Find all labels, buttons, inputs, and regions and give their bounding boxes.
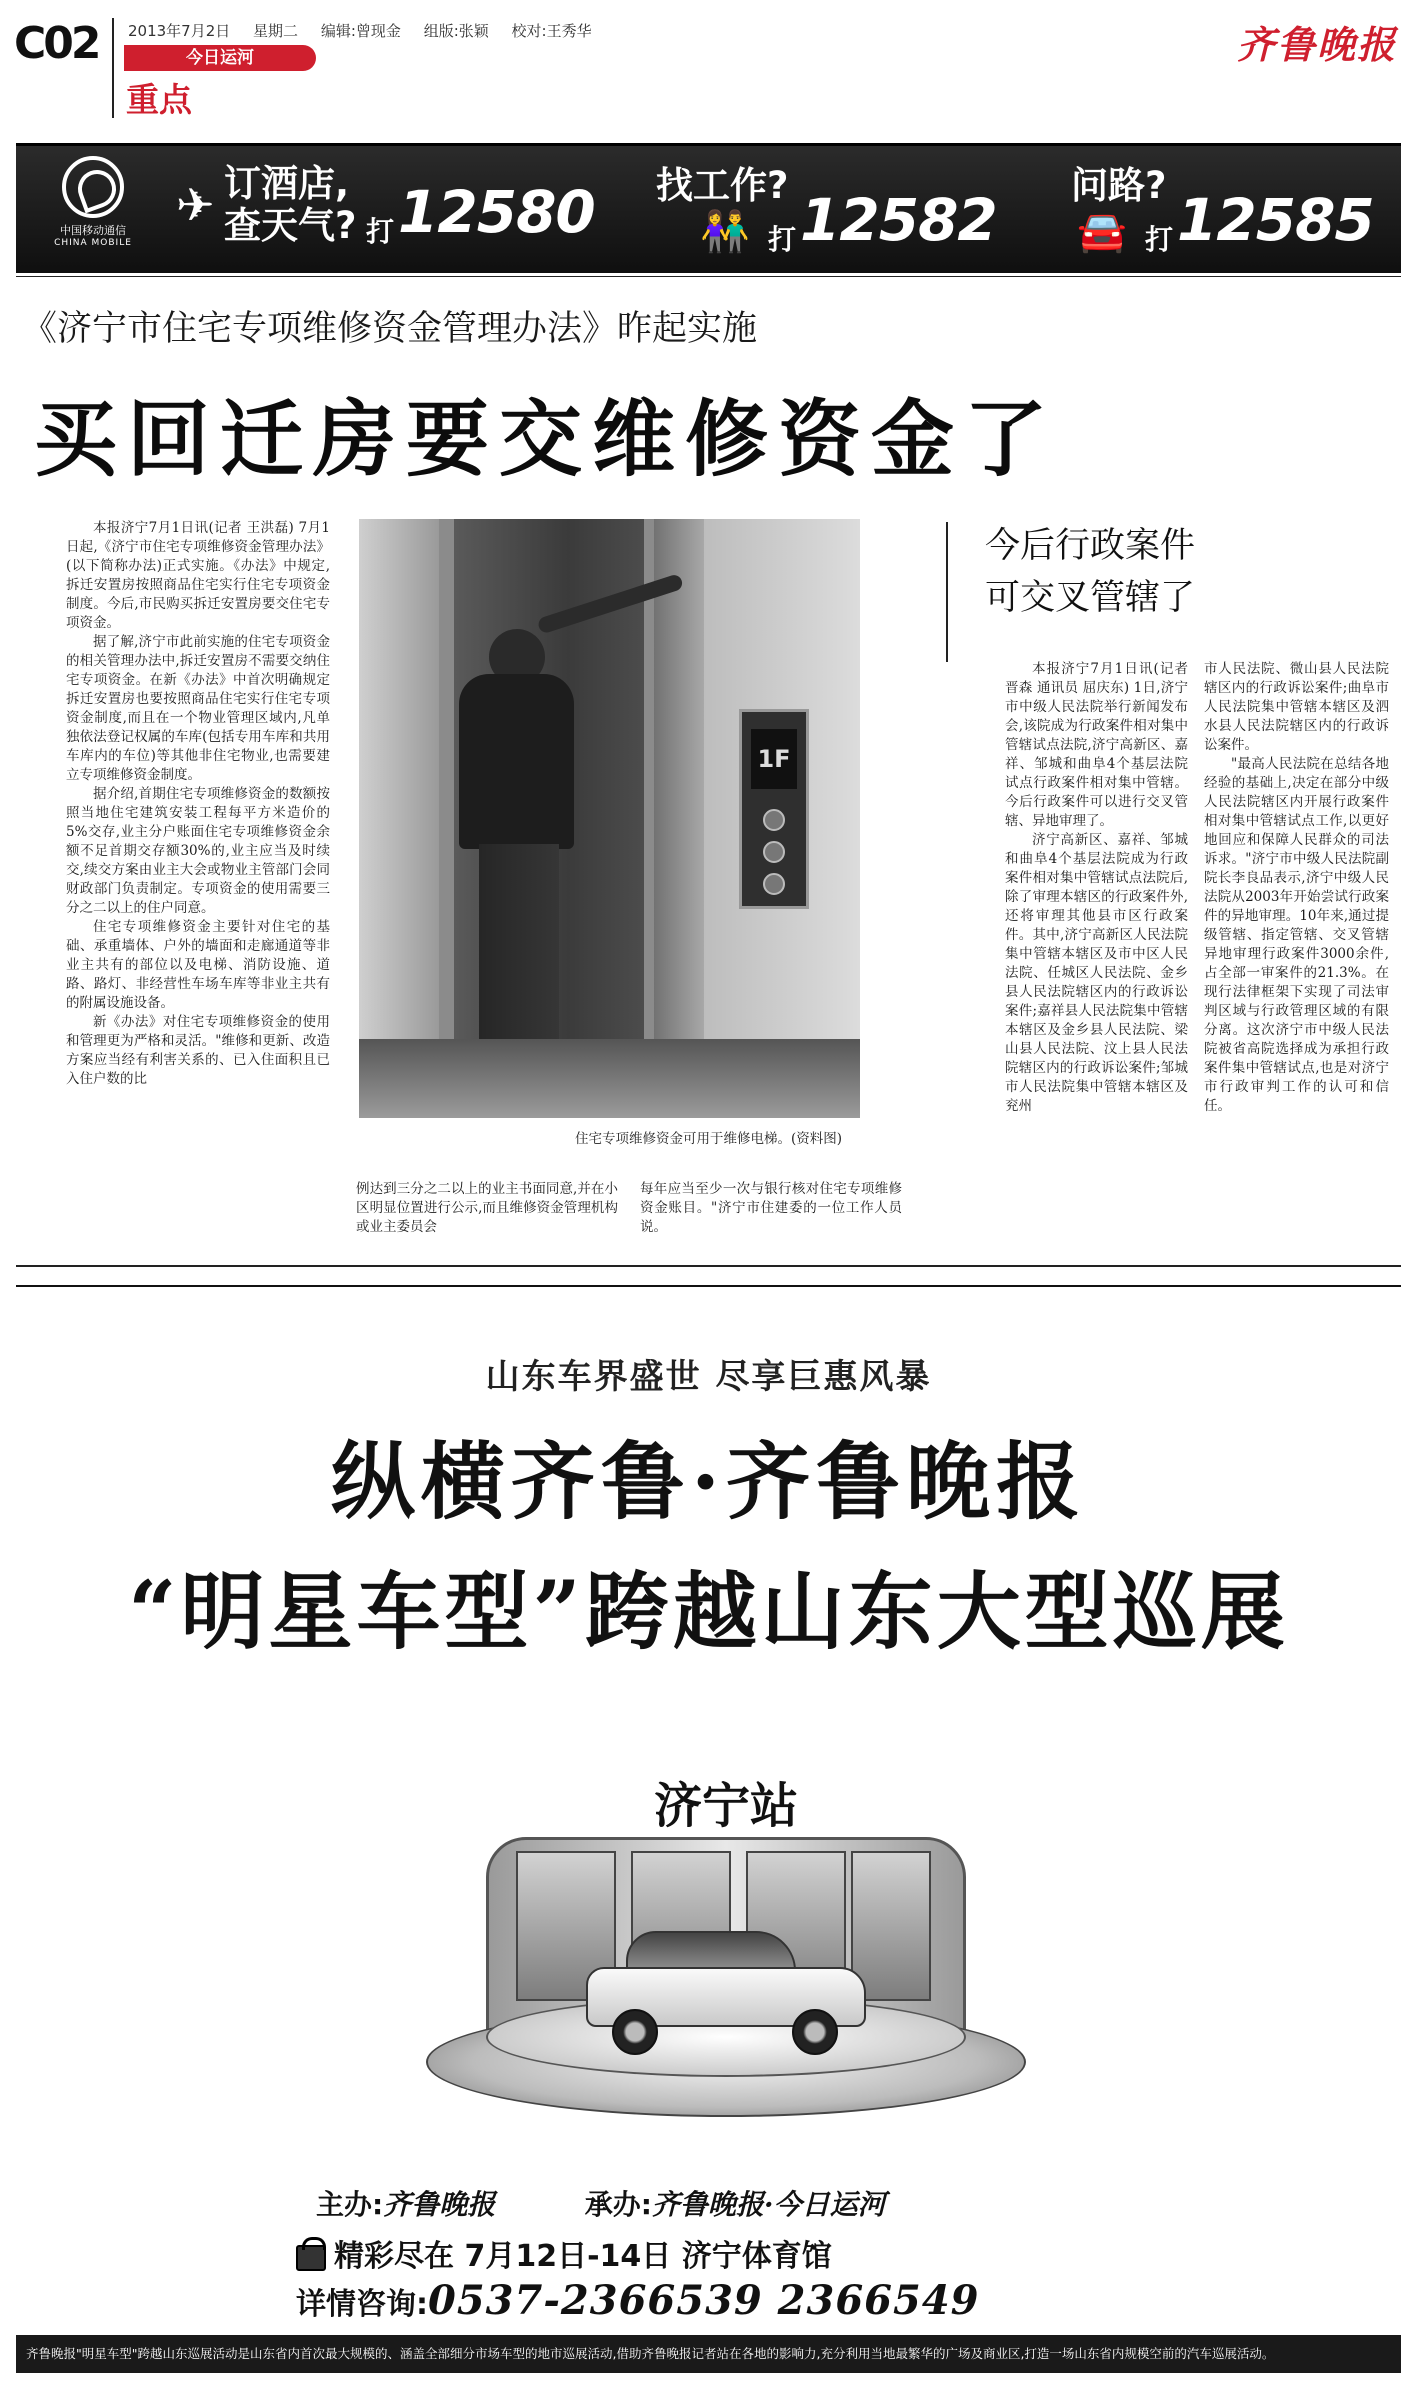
- photo-worker: [449, 569, 589, 1029]
- banner-item-hotel: [176, 160, 636, 260]
- car-wheel: [792, 2009, 838, 2055]
- organizer-brand: 齐鲁晚报·今日运河: [651, 2188, 886, 2221]
- section-tab: 今日运河: [124, 45, 316, 71]
- section-title: 重点: [126, 80, 192, 119]
- editor-credit: 编辑:曾现金: [320, 22, 401, 40]
- car-tour-ad: [16, 1285, 1401, 2375]
- car-wheel: [612, 2009, 658, 2055]
- article-paragraph: 例达到三分之二以上的业主书面同意,并在小区明显位置进行公示,而且维修资金管理机构或业主委员会: [356, 1181, 618, 1235]
- article-paragraph: 据了解,济宁市此前实施的住宅专项资金的相关管理办法中,拆迁安置房不需要交纳住宅专项资金。在新《办法》中首次明确规定拆迁安置房也要按照商品住宅实行住宅专项资金制度,而且在一个物业管理区域内,凡单独依法登记权属的车库(包括专用车库和共用车库内的车位)等其他非住宅物业,也需要建立专项维修资金制度。: [66, 634, 330, 783]
- gift-box-icon: [296, 2245, 326, 2271]
- car-icon: 🚘: [1077, 209, 1127, 255]
- photo-floor-display: 1F: [751, 729, 797, 789]
- ad-title-1: 纵横齐鲁·齐鲁晚报: [330, 1432, 1087, 1531]
- photo-worker-body: [459, 674, 574, 849]
- logo-text-en: CHINA MOBILE: [54, 238, 132, 248]
- photo-wall: [359, 519, 439, 1118]
- photo-caption: 住宅专项维修资金可用于维修电梯。(资料图): [575, 1131, 843, 1147]
- photo-worker-legs: [479, 844, 559, 1044]
- photo-elevator-door-edge: [654, 519, 704, 1039]
- ad-footer-note: 齐鲁晚报"明星车型"跨越山东巡展活动是山东省内首次最大规模的、涵盖全部细分市场车型的地市巡展活动,借助齐鲁晚报记者站在各地的影响力,充分利用当地最繁华的广场及商业区,打造一场山东省内规模空前的汽车巡展活动。: [16, 2335, 1401, 2373]
- people-icon: 👫: [700, 209, 750, 255]
- header-divider: [112, 18, 114, 118]
- ad-date-venue: [296, 2231, 832, 2275]
- banner-item-line1: 订酒店,: [224, 162, 350, 205]
- article-kicker: 《济宁市住宅专项维修资金管理办法》昨起实施: [22, 309, 758, 349]
- banner-item-line1: 找工作?: [656, 164, 789, 207]
- ad-organizers: [316, 2183, 886, 2223]
- side-headline-line1: 今后行政案件: [985, 526, 1196, 566]
- china-mobile-banner-ad: [16, 143, 1401, 273]
- header-meta: [128, 20, 610, 41]
- photo-floor: [359, 1039, 860, 1118]
- photo-button: [763, 873, 785, 895]
- ad-station: 济宁站: [653, 1778, 798, 1834]
- banner-item-number: 12585: [1177, 186, 1374, 254]
- article-column-1: [66, 519, 330, 1089]
- ad-title-2: “明星车型”跨越山东大型巡展: [128, 1562, 1289, 1661]
- article-paragraph: 住宅专项维修资金主要针对住宅的基础、承重墙体、户外的墙面和走廊通道等非业主共有的部位以及电梯、消防设施、道路、路灯、非经营性车场车库等非业主共有的附属设施设备。: [66, 919, 330, 1011]
- ad-contact: [296, 2277, 980, 2324]
- layout-credit: 组版:张颖: [423, 22, 489, 40]
- banner-item-directions: [1071, 160, 1391, 260]
- masthead-logo: 齐鲁晚报: [1236, 22, 1397, 67]
- article-column-2-bottom: [356, 1180, 618, 1237]
- photo-button: [763, 809, 785, 831]
- article-paragraph: 本报济宁7月1日讯(记者 王洪磊) 7月1日起,《济宁市住宅专项维修资金管理办法》(以下简称办法)正式实施。《办法》中规定,拆迁安置房按照商品住宅实行住宅专项资金制度。今后,市民购买拆迁安置房要交住宅专项资金。: [66, 520, 330, 631]
- car-stage-image: [446, 1767, 1006, 2147]
- side-article-paragraph: 本报济宁7月1日讯(记者 晋森 通讯员 屈庆东) 1日,济宁市中级人民法院举行新闻发布会,该院成为行政案件相对集中管辖试点法院,济宁高新区、嘉祥、邹城和曲阜4个基层法院试点行政案件相对集中管辖。今后行政案件可以进行交叉管辖、异地审理了。: [1005, 661, 1188, 829]
- organizer-label: 承办:: [584, 2188, 652, 2221]
- proof-credit: 校对:王秀华: [511, 22, 592, 40]
- article-column-3-bottom: [640, 1180, 902, 1237]
- host-label: 主办:: [316, 2188, 384, 2221]
- suv-car-image: [586, 1927, 866, 2047]
- banner-item-line1: 问路?: [1071, 164, 1167, 207]
- elevator-photo: [359, 519, 860, 1118]
- side-article-paragraph: 市人民法院、微山县人民法院辖区内的行政诉讼案件;曲阜市人民法院集中管辖本辖区及泗水县人民法院辖区内的行政诉讼案件。: [1204, 661, 1389, 753]
- airplane-icon: ✈: [176, 178, 215, 232]
- tel-label: 详情咨询:: [296, 2287, 428, 2322]
- divider: [16, 276, 1401, 277]
- article-headline: 买回迁房要交维修资金了: [34, 391, 1057, 488]
- ad-subtitle: 山东车界盛世 尽享巨惠风暴: [485, 1357, 932, 1397]
- photo-button: [763, 841, 785, 863]
- issue-date: 2013年7月2日: [128, 22, 231, 40]
- banner-item-line2: 查天气?: [224, 204, 357, 247]
- page-number: C02: [14, 18, 99, 69]
- banner-item-prefix: 打: [366, 215, 395, 248]
- article-paragraph: 据介绍,首期住宅专项维修资金的数额按照当地住宅建筑安装工程每平方米造价的5%交存,业主分户账面住宅专项维修资金余额不足首期交存额30%的,业主应当及时续交,续交方案由业主大会或物业主管部门会同财政部门负责制定。专项资金的使用需要三分之二以上的住户同意。: [66, 786, 330, 916]
- side-article-headline: [985, 520, 1195, 624]
- tel-number: 0537-2366539 2366549: [428, 2277, 980, 2324]
- side-article-paragraph: "最高人民法院在总结各地经验的基础上,决定在部分中级人民法院辖区内开展行政案件相对集中管辖试点工作,以更好地回应和保障人民群众的司法诉求。"济宁市中级人民法院副院长李良品表示,济宁中级人民法院从2003年开始尝试行政案件的异地审理。10年来,通过提级管辖、指定管辖、交叉管辖异地审理行政案件3000余件,占全部一审案件的21.3%。在现行法律框架下实现了司法审判区域与行政管理区域的有限分离。这次济宁市中级人民法院被省高院选择成为承担行政案件集中管辖试点,也是对济宁市行政审判工作的认可和信任。: [1204, 756, 1389, 1114]
- host-brand: 齐鲁晚报: [383, 2188, 496, 2221]
- logo-text-zh: 中国移动通信: [60, 224, 126, 237]
- issue-weekday: 星期二: [253, 22, 299, 40]
- banner-item-number: 12582: [800, 186, 997, 254]
- page-header: [0, 0, 1417, 130]
- china-mobile-mark-icon: [62, 156, 124, 218]
- side-article-column-1: [1005, 660, 1188, 1116]
- divider: [16, 1265, 1401, 1267]
- banner-item-prefix: 打: [1145, 223, 1174, 256]
- banner-item-number: 12580: [398, 178, 595, 246]
- side-headline-line2: 可交叉管辖了: [985, 578, 1196, 618]
- banner-item-job: [656, 160, 1036, 260]
- article-paragraph: 新《办法》对住宅专项维修资金的使用和管理更为严格和灵活。"维修和更新、改造方案应当经有利害关系的、已入住面积且已入住户数的比: [66, 1014, 330, 1087]
- ad-date-text: 精彩尽在 7月12日-14日 济宁体育馆: [334, 2239, 832, 2274]
- side-article-paragraph: 济宁高新区、嘉祥、邹城和曲阜4个基层法院成为行政案件相对集中管辖试点法院后,除了审理本辖区的行政案件外,还将审理其他县市区行政案件。其中,济宁高新区人民法院集中管辖本辖区及市中区人民法院、任城区人民法院、金乡县人民法院辖区内的行政诉讼案件;嘉祥县人民法院集中管辖本辖区及金乡县人民法院、梁山县人民法院、汶上县人民法院辖区内的行政诉讼案件;邹城市人民法院集中管辖本辖区及兖州: [1005, 832, 1188, 1114]
- china-mobile-logo: [38, 156, 148, 248]
- banner-item-prefix: 打: [768, 223, 797, 256]
- side-article-column-2: [1204, 660, 1389, 1116]
- side-headline-rule: [946, 522, 948, 662]
- article-paragraph: 每年应当至少一次与银行核对住宅专项维修资金账目。"济宁市住建委的一位工作人员说。: [640, 1181, 902, 1235]
